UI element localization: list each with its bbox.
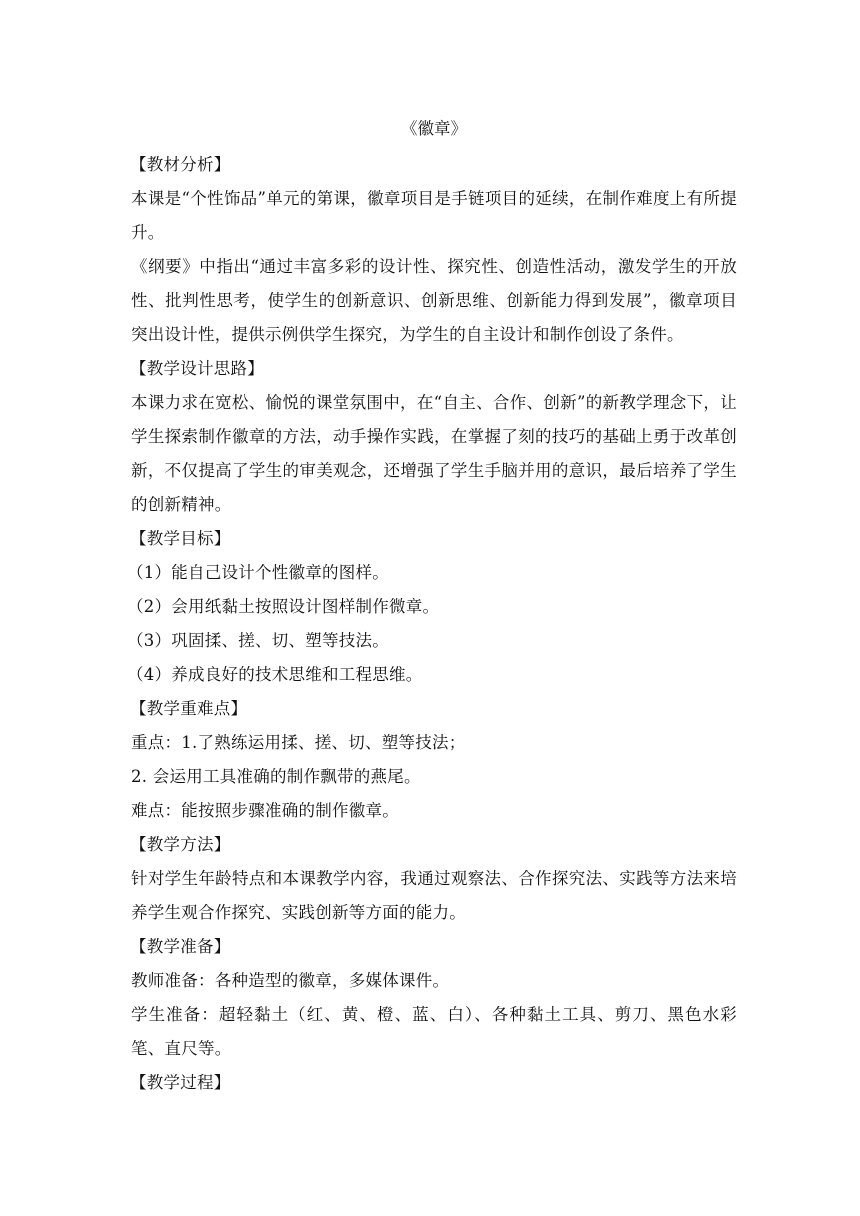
section-heading-goals: 【教学目标】 <box>130 529 231 548</box>
analysis-paragraph-2: 《纲要》中指出“通过丰富多彩的设计性、探究性、创造性活动，激发学生的开放性、批判性思考，使学生的创新意识、创新思维、创新能力得到发展”，徽章项目突出设计性，提供示例供学生探究，为学生的自主设计和制作创设了条件。 <box>131 257 737 344</box>
section-heading-preparation: 【教学准备】 <box>130 937 231 956</box>
analysis-paragraph-1: 本课是“个性饰品”单元的第课，徽章项目是手链项目的延续，在制作难度上有所提升。 <box>131 189 737 242</box>
design-paragraph-1: 本课力求在宽松、愉悦的课堂氛围中，在“自主、合作、创新”的新教学理念下，让学生探索制作徽章的方法，动手操作实践，在掌握了刻的技巧的基础上勇于改革创新，不仅提高了学生的审美观念，还增强了学生手脑并用的意识，最后培养了学生的创新精神。 <box>131 393 737 514</box>
document-page <box>127 114 737 1100</box>
methods-paragraph-1: 针对学生年龄特点和本课教学内容，我通过观察法、合作探究法、实践等方法来培养学生观合作探究、实践创新等方面的能力。 <box>131 869 737 922</box>
section-heading-analysis: 【教材分析】 <box>130 155 231 174</box>
key-point-line-1: 重点：1.了熟练运用揉、搓、切、塑等技法； <box>131 733 466 752</box>
preparation-student: 学生准备：超轻黏土（红、黄、橙、蓝、白）、各种黏土工具、剪刀、黑色水彩笔、直尺等。 <box>131 1005 737 1058</box>
goal-item-3: （3）巩固揉、搓、切、塑等技法。 <box>127 631 389 650</box>
preparation-teacher: 教师准备：各种造型的徽章，多媒体课件。 <box>131 971 450 990</box>
goal-item-4: （4）养成良好的技术思维和工程思维。 <box>127 665 423 684</box>
section-heading-key-points: 【教学重难点】 <box>130 699 248 718</box>
key-point-line-3: 难点：能按照步骤准确的制作徽章。 <box>131 801 399 820</box>
goal-item-1: （1）能自己设计个性徽章的图样。 <box>127 563 389 582</box>
section-heading-process: 【教学过程】 <box>130 1073 231 1092</box>
section-heading-methods: 【教学方法】 <box>130 835 231 854</box>
key-point-line-2: 2. 会运用工具准确的制作飘带的燕尾。 <box>131 767 421 786</box>
document-title: 《徽章》 <box>401 119 467 138</box>
goal-item-2: （2）会用纸黏土按照设计图样制作微章。 <box>127 597 440 616</box>
section-heading-design: 【教学设计思路】 <box>130 359 264 378</box>
